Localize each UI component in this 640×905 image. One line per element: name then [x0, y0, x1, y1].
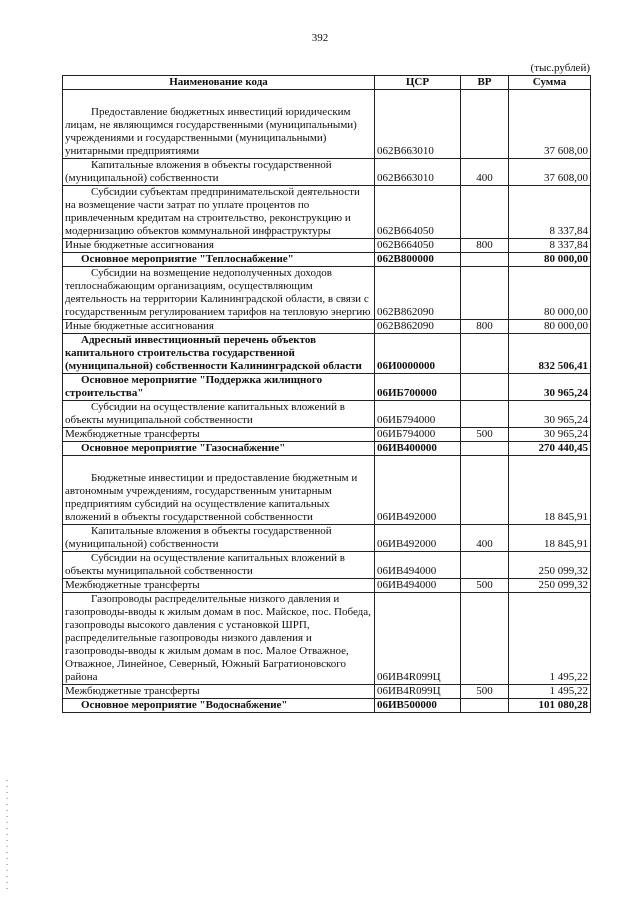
table-row	[63, 186, 591, 239]
row-name: Субсидии на осуществление капитальных вложений в объекты муниципальной собственности	[63, 401, 375, 428]
row-csr: 06ИВ500000	[375, 699, 461, 713]
row-name: Адресный инвестиционный перечень объектов капитального строительства государственной (муниципальной) собственности Калининградской области	[63, 334, 375, 374]
row-sum: 1 495,22	[509, 593, 591, 685]
row-sum: 37 608,00	[509, 90, 591, 159]
row-vr	[461, 253, 509, 267]
row-sum: 8 337,84	[509, 186, 591, 239]
row-name: Основное мероприятие "Газоснабжение"	[63, 442, 375, 456]
row-sum: 250 099,32	[509, 579, 591, 593]
row-csr: 062В862090	[375, 320, 461, 334]
row-vr: 400	[461, 525, 509, 552]
row-sum: 270 440,45	[509, 442, 591, 456]
table-row	[63, 401, 591, 428]
row-csr: 062В663010	[375, 159, 461, 186]
row-sum: 37 608,00	[509, 159, 591, 186]
header-name: Наименование кода	[63, 76, 375, 90]
row-csr: 06ИВ494000	[375, 552, 461, 579]
row-sum: 832 506,41	[509, 334, 591, 374]
row-vr	[461, 267, 509, 320]
row-sum: 8 337,84	[509, 239, 591, 253]
row-name: Капитальные вложения в объекты государственной (муниципальной) собственности	[63, 159, 375, 186]
row-vr	[461, 374, 509, 401]
page-number: 392	[311, 32, 329, 44]
row-vr: 800	[461, 239, 509, 253]
table-row	[63, 699, 591, 713]
table-row	[63, 428, 591, 442]
row-vr: 400	[461, 159, 509, 186]
row-vr	[461, 401, 509, 428]
row-csr: 06ИБ794000	[375, 401, 461, 428]
row-csr: 062В800000	[375, 253, 461, 267]
table-row	[63, 593, 591, 685]
header-vr: ВР	[461, 76, 509, 90]
row-vr: 800	[461, 320, 509, 334]
row-name: Основное мероприятие "Теплоснабжение"	[63, 253, 375, 267]
table-row	[63, 374, 591, 401]
budget-table	[62, 75, 591, 713]
row-name: Субсидии на возмещение недополученных доходов теплоснабжающим организациям, осуществляющим деятельность на территории Калининградской области, в связи с государственным регулированием тарифов на тепловую энергию	[63, 267, 375, 320]
table-body	[63, 90, 591, 713]
row-name: Субсидии на осуществление капитальных вложений в объекты муниципальной собственности	[63, 552, 375, 579]
row-vr	[461, 186, 509, 239]
table-row	[63, 456, 591, 525]
row-vr	[461, 699, 509, 713]
row-vr: 500	[461, 579, 509, 593]
row-csr: 062В664050	[375, 239, 461, 253]
row-name: Бюджетные инвестиции и предоставление бюджетным и автономным учреждениям, государственным унитарным предприятиям субсидий на осуществление капитальных вложений в объекты государственной собственности	[63, 456, 375, 525]
table-row	[63, 320, 591, 334]
row-vr	[461, 90, 509, 159]
row-sum: 18 845,91	[509, 525, 591, 552]
table-row	[63, 579, 591, 593]
row-sum: 1 495,22	[509, 685, 591, 699]
row-sum: 80 000,00	[509, 267, 591, 320]
row-csr: 06ИБ700000	[375, 374, 461, 401]
row-name: Предоставление бюджетных инвестиций юридическим лицам, не являющимся государственными (муниципальными) учреждениями и государственными (муниципальными) унитарными предприятиями	[63, 90, 375, 159]
row-csr: 062В663010	[375, 90, 461, 159]
margin-dots	[6, 780, 8, 890]
row-name: Основное мероприятие "Водоснабжение"	[63, 699, 375, 713]
header-sum: Сумма	[509, 76, 591, 90]
row-name: Иные бюджетные ассигнования	[63, 239, 375, 253]
table-row	[63, 334, 591, 374]
row-csr: 06ИВ400000	[375, 442, 461, 456]
table-row	[63, 159, 591, 186]
units-label: (тыс.рублей)	[530, 62, 590, 74]
row-csr: 06ИВ494000	[375, 579, 461, 593]
row-csr: 06ИБ794000	[375, 428, 461, 442]
row-csr: 06И0000000	[375, 334, 461, 374]
table-row	[63, 90, 591, 159]
row-name: Межбюджетные трансферты	[63, 685, 375, 699]
row-vr	[461, 456, 509, 525]
table-header-row	[63, 76, 591, 90]
row-sum: 30 965,24	[509, 401, 591, 428]
table-row	[63, 267, 591, 320]
table-row	[63, 685, 591, 699]
row-name: Иные бюджетные ассигнования	[63, 320, 375, 334]
row-vr: 500	[461, 428, 509, 442]
table-row	[63, 442, 591, 456]
row-sum: 101 080,28	[509, 699, 591, 713]
row-csr: 06ИВ4R099Ц	[375, 593, 461, 685]
table-row	[63, 253, 591, 267]
header-csr: ЦСР	[375, 76, 461, 90]
row-sum: 30 965,24	[509, 374, 591, 401]
row-csr: 062В664050	[375, 186, 461, 239]
table-row	[63, 525, 591, 552]
row-sum: 30 965,24	[509, 428, 591, 442]
row-name: Субсидии субъектам предпринимательской деятельности на возмещение части затрат по уплате процентов по привлеченным кредитам на строительство, реконструкцию и модернизацию объектов коммунальной инфраструктуры	[63, 186, 375, 239]
row-vr	[461, 442, 509, 456]
row-sum: 80 000,00	[509, 253, 591, 267]
table-row	[63, 552, 591, 579]
row-name: Основное мероприятие "Поддержка жилищного строительства"	[63, 374, 375, 401]
row-vr: 500	[461, 685, 509, 699]
row-vr	[461, 334, 509, 374]
row-name: Газопроводы распределительные низкого давления и газопроводы-вводы к жилым домам в пос. Майское, пос. Победа, газопроводы высокого давления с установкой ШРП, распределительные газопроводы низкого давления и газопроводы-вводы к жилым домам в пос. Малое Отважное, Отважное, Линейное, Северный, Южный Багратионовского района	[63, 593, 375, 685]
table-row	[63, 239, 591, 253]
row-csr: 062В862090	[375, 267, 461, 320]
row-sum: 80 000,00	[509, 320, 591, 334]
row-csr: 06ИВ492000	[375, 456, 461, 525]
row-name: Межбюджетные трансферты	[63, 579, 375, 593]
row-vr	[461, 593, 509, 685]
row-sum: 18 845,91	[509, 456, 591, 525]
row-csr: 06ИВ4R099Ц	[375, 685, 461, 699]
row-sum: 250 099,32	[509, 552, 591, 579]
row-csr: 06ИВ492000	[375, 525, 461, 552]
row-name: Капитальные вложения в объекты государственной (муниципальной) собственности	[63, 525, 375, 552]
row-name: Межбюджетные трансферты	[63, 428, 375, 442]
row-vr	[461, 552, 509, 579]
